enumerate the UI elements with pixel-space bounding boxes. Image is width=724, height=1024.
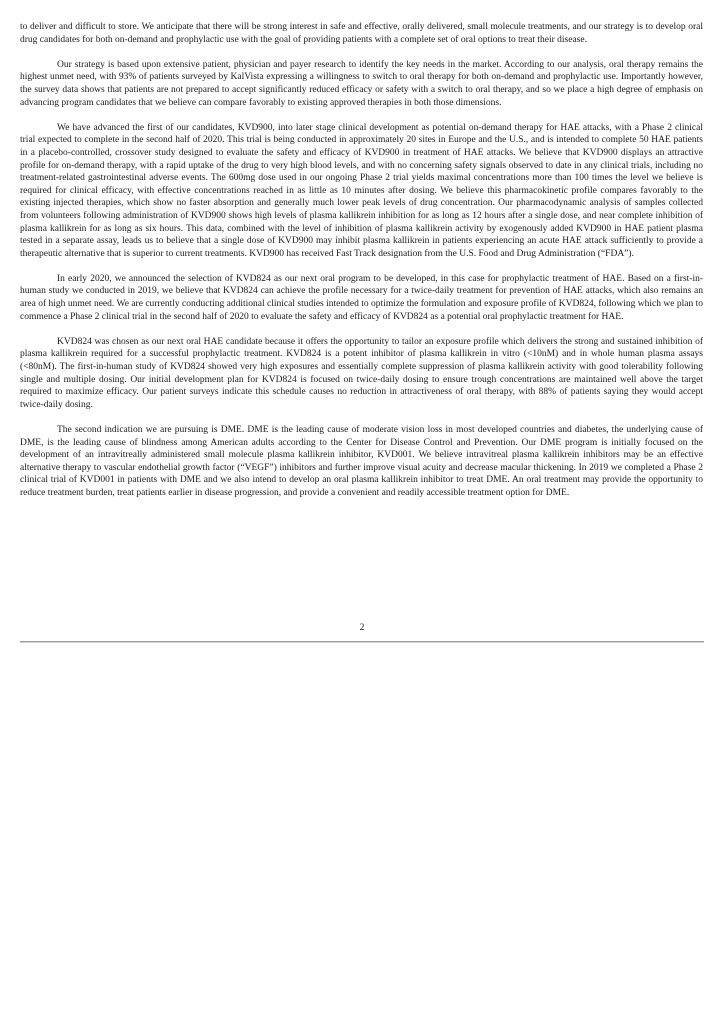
paragraph-strategy: Our strategy is based upon extensive patient, physician and payer research to identify the key needs in the market. According to our analysis, oral therapy remains the highest unmet need, with 93% of patients surveyed by KalVista expressing a willingness to switch to oral therapy for both on-demand and prophylactic use. Importantly however, the survey data shows that patients are not prepared to accept significantly reduced efficacy or safety with a switch to oral therapy, and so we place a high degree of emphasis on advancing program candidates that we believe can compare favorably to existing approved therapies in both those dimensions. bbox=[20, 59, 703, 108]
document-body bbox=[20, 21, 703, 512]
paragraph-kvd900: We have advanced the first of our candidates, KVD900, into later stage clinical development as potential on-demand therapy for HAE attacks, with a Phase 2 clinical trial expected to complete in the second half of 2020. This trial is being conducted in approximately 20 sites in Europe and the U.S., and is intended to complete 50 HAE patients in a placebo-controlled, crossover study designed to evaluate the safety and efficacy of KVD900 in treatment of HAE attacks. We believe that KVD900 displays an attractive profile for on-demand therapy, with a rapid uptake of the drug to very high blood levels, and with no concerning safety signals observed to date in any clinical trials, including no treatment-related gastrointestinal adverse events. The 600mg dose used in our ongoing Phase 2 trial yields maximal concentrations more than 100 times the level we believe is required for clinical efficacy, with effective concentrations reached in as little as 10 minutes after dosing. We believe this pharmacokinetic profile compares favorably to the existing injected therapies, which show no faster absorption and generally much lower peak levels of drug concentration. Our pharmacodynamic analysis of samples collected from volunteers following administration of KVD900 shows high levels of plasma kallikrein inhibition for as long as 12 hours after a single dose, and near complete inhibition of plasma kallikrein for as long as six hours. This data, combined with the level of inhibition of plasma kallikrein activity by exogenously added KVD900 in HAE patient plasma tested in a separate assay, leads us to believe that a single dose of KVD900 may inhibit plasma kallikrein in patients experiencing an acute HAE attack sufficiently to provide a therapeutic alternative that is superior to current treatments. KVD900 has received Fast Track designation from the U.S. Food and Drug Administration (“FDA”). bbox=[20, 122, 703, 259]
paragraph-kvd824-selection: In early 2020, we announced the selection of KVD824 as our next oral program to be developed, in this case for prophylactic treatment of HAE. Based on a first-in-human study we conducted in 2019, we believe that KVD824 can achieve the profile necessary for a twice-daily treatment for prevention of HAE attacks, which also remains an area of high unmet need. We are currently conducting additional clinical studies intended to optimize the formulation and exposure profile of KVD824, following which we plan to commence a Phase 2 clinical trial in the second half of 2020 to evaluate the safety and efficacy of KVD824 as a potential oral prophylactic treatment for HAE. bbox=[20, 273, 703, 322]
page-number: 2 bbox=[359, 623, 365, 633]
page-divider bbox=[20, 641, 704, 643]
paragraph-kvd824-profile: KVD824 was chosen as our next oral HAE candidate because it offers the opportunity to tailor an exposure profile which delivers the strong and sustained inhibition of plasma kallikrein required for a successful prophylactic treatment. KVD824 is a potent inhibitor of plasma kallikrein in vitro (<10nM) and in whole human plasma assays (<80nM). The first-in-human study of KVD824 showed very high exposures and essentially complete suppression of plasma kallikrein activity with good tolerability following single and multiple dosing. Our initial development plan for KVD824 is focused on twice-daily dosing to ensure trough concentrations are maintained well above the target required to maximize efficacy. Our patient surveys indicate this schedule causes no reduction in attractiveness of oral therapy, with 88% of patients saying they would accept twice-daily dosing. bbox=[20, 336, 703, 410]
paragraph-dme: The second indication we are pursuing is DME. DME is the leading cause of moderate vision loss in most developed countries and diabetes, the underlying cause of DME, is the leading cause of blindness among American adults according to the Center for Disease Control and Prevention. Our DME program is initially focused on the development of an intravitreally administered small molecule plasma kallikrein inhibitor, KVD001. We believe intravitreal plasma kallikrein inhibitors may be an effective alternative therapy to vascular endothelial growth factor (“VEGF”) inhibitors and further improve visual acuity and decrease macular thickening. In 2019 we completed a Phase 2 clinical trial of KVD001 in patients with DME and we also intend to develop an oral plasma kallikrein inhibitor to treat DME. An oral treatment may provide the opportunity to reduce treatment burden, treat patients earlier in disease progression, and provide a convenient and readily accessible treatment option for DME. bbox=[20, 425, 703, 498]
paragraph-continuation: to deliver and difficult to store. We anticipate that there will be strong interest in safe and effective, orally delivered, small molecule treatments, and our strategy is to develop oral drug candidates for both on-demand and prophylactic use with the goal of providing patients with a complete set of oral options to treat their disease. bbox=[20, 22, 703, 45]
